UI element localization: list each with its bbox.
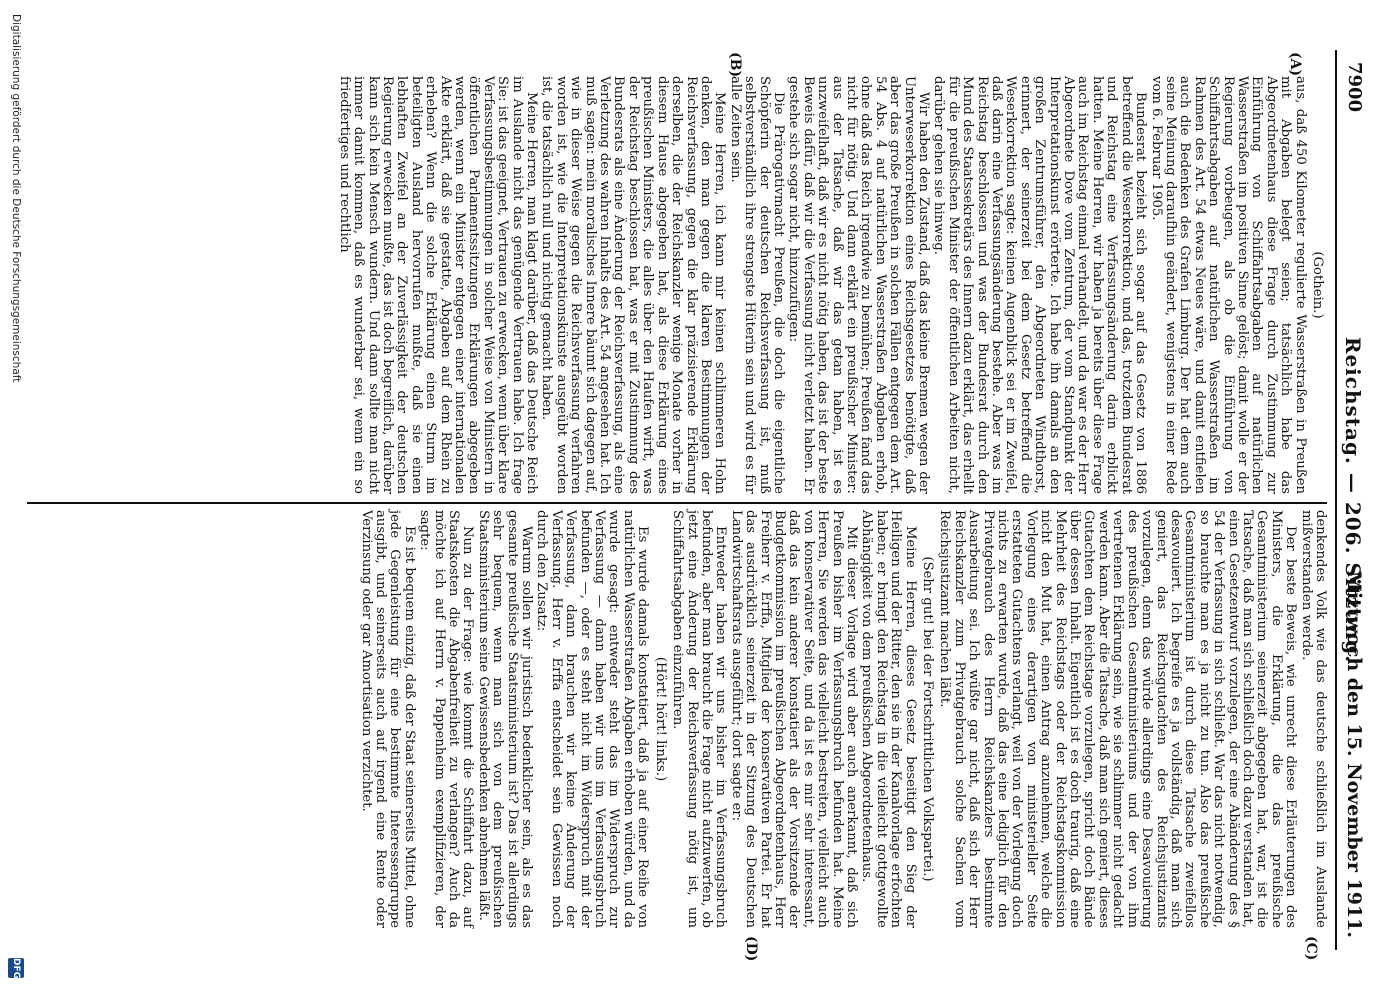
margin-marker-d: (D) (743, 936, 759, 962)
speaker-label: (Gothein.) (1310, 251, 1325, 319)
paragraph: Wir haben den Zustand, daß das kleine Bremen wegen der Unterweserkorrektion eines Reichsgesetzes benötigte, daß aber das große Preußen in solchen Fällen entgegen dem Art. 54 Abs. 4 auf natürlichen Wasserstraßen Abgaben erhob, ohne daß das Reich irgendwie zu bemühen; Preußen fand das nicht für nötig. Und dann erklärt ein preußischer Minister: aus der Tatsache, daß wir das getan haben, ist es unzweifelhaft, daß wir es nicht nötig haben, das ist der beste Beweis dafür, daß wir die Verfassung nicht verletzt haben. Er gestehe sich sogar nicht, hinzuzufügen: (786, 76, 932, 494)
paragraph: Mit dieser Vorlage wird aber auch anerkannt, daß sich Preußen bisher im Verfassungsbruch befunden hat. Meine Herren, Sie werden das vielleicht bestreiten, vielleicht auch von konservativer Seite, und da ist es mir sehr interessant, daß das kein anderer konstatiert als der Vorsitzende der Budgetkommission im preußischen Abgeordnetenhaus, Herr Freiherr v. Erffa, Mitglied der konservativen Partei. Er hat das ausdrücklich seinerzeit in der Sitzung des Deutschen Landwirtschaftsrats ausgeführt; dort sagte er: (728, 510, 859, 928)
quotation: Es ist bequem einzig, daß der Staat seinerseits Mittel, ohne jede Gegenleistung für eine bestimmte Interessengruppe ausgibt, und seinerseits auch auf irgend eine Rente oder Verzinsung oder gar Amortisation verzichtet. (358, 510, 417, 928)
quotation: Warum sollen wir juristisch bedenklicher sein, als es das gesamte preußische Staatsministerium ist? Das ist allerdings sehr bequem, wenn man sich von dem preußischen Staatsministerium seine Gewissensbedenken abnehmen läßt. (475, 510, 535, 928)
paragraph: Der beste Beweis, wie unrecht diese Erläuterungen des Ministers, die Erklärung, die das preußische Gesamtministerium seinerzeit abgegeben hat, war, ist die Tatsache, daß man sich schließlich doch dazu verstanden hat, einen Gesetzentwurf vorzulegen, der eine Abänderung des § 54 der Verfassung in sich schließt. War das nicht notwendig, so brauchte man es ja nicht zu tun. Also das preußische Gesamtministerium ist durch diese Tatsache zweifellos desavouiert. Ich begreife es ja vollständig, daß man sich geniert, das Reichsgutachten des Reichsjustizamts vorzulegen, denn das würde allerdings eine Desavouierung des preußischen Gesamtministeriums und der von ihm vertretenen Erklärung sein, wie sie schlimmer nicht gedacht werden kann. Aber die Tatsache, daß man sich geniert, dieses Gutachten dem Reichstage vorzulegen, spricht doch Bände über dessen Inhalt. Eigentlich ist es doch traurig, daß eine Mehrheit des Reichstags oder der Reichstagskommission nicht den Mut hat, einen Antrag anzunehmen, welche die Vorlegung eines derartigen von ministerieller Seite erstatteten Gutachtens verlangt, weil von der Vorlegung doch nichts zu erwarten wurde, daß das eine lediglich für den Privatgebrauch des Herrn Reichskanzlers bestimmte Ausarbeitung sei. Ich wüßte gar nicht, daß sich der Herr Reichskanzler zum Privatgebrauch solche Sachen vom Reichsjustizamt machen läßt. (937, 510, 1299, 928)
dfg-logo-icon: DFG (8, 958, 24, 978)
column-divider (27, 502, 1327, 504)
margin-marker-b: (B) (727, 52, 743, 78)
interjection: (Sehr gut! bei der Fortschrittlichen Volkspartei.) (920, 556, 936, 882)
quotation: Die Prärogativmacht Preußen, die doch die eigentliche Schöpferin der deutschen Reichsverfassung ist, muß selbstverständlich ihre strengste Hüterin sein und wird es für alle Zeiten sein. (727, 76, 786, 494)
funding-note: Digitalisierung gefördert durch die Deutsche Forschungsgemeinschaft (10, 14, 22, 383)
quotation: Entweder haben wir uns bisher im Verfassungsbruch befunden, aber man braucht die Frage nicht aufzuwerfen, ob jetzt eine Änderung der Reichsverfassung nötig ist, um Schiffahrtsabgaben einzuführen. (670, 510, 729, 928)
paragraph: Meine Herren, dieses Gesetz beseitigt den Sieg der Heiligen und der Ritter, den sie in der Kanalvorlage erfochten haben; er bringt den Reichstag in die vielleicht gottgewollte Abhängigkeit von dem preußischen Abgeordnetenhaus. (859, 510, 918, 928)
interjection: (Hört! hört! links.) (652, 656, 668, 782)
margin-marker-a: (A) (1287, 52, 1303, 77)
left-text-column (147, 76, 1327, 494)
page-title: Reichstag. — 206. Sitzung. (1341, 336, 1365, 664)
paragraph: Meine Herren, man klagt darüber, daß das Deutsche Reich im Auslande nicht das genügende Vertrauen habe. Ich frage Sie: ist das geeignet, Vertrauen zu erwecken, wenn über klare Verfassungsbestimmungen in solcher Weise von Ministern in öffentlichen Parlamentssitzungen Erklärungen abgegeben werden, wenn ein Minister entgegen einer internationalen Akte erklärt, daß sie gestatte, Abgaben auf dem Rhein zu erheben? Wenn die solche Erklärung einen Sturm im beteiligten Ausland hervorrufen mußte, daß sie einen lebhaften Zweifel an der Zuverlässigkeit der deutschen Regierung erwecken mußte, das ist doch begreiflich, darüber kann sich kein Mensch wundern. Und dann sollte man nicht immer damit kommen, daß es wunderbar sei, wenn ein so friedfertiges und rechtlich (336, 76, 540, 494)
paragraph: denkendes Volk wie das deutsche schließlich im Auslande mißverstanden werde. (1298, 510, 1328, 928)
paragraph: Bundesrat bezieht sich sogar auf das Gesetz von 1886 betreffend die Weserkorrektion, und das, trotzdem Bundesrat und Reichstag eine Verfassungsänderung darin erblickt hatten. Meine Herren, wir haben ja bereits über diese Frage auch im Reichstag einmal verhandelt, und da war es der Herr Abgeordnete Dove vom Zentrum, der vom Standpunkt der Interpretationskunst erörterte. Ich habe ihn damals an den großen Zentrumsführer, den Abgeordneten Windthorst, erinnert, der seinerzeit bei dem Gesetz betreffend die Weserkorrektion sagte: keinen Augenblick sei er im Zweifel, daß darin eine Verfassungsänderung bestehe. Aber was im Reichstag beschlossen und was der Bundesrat durch den Mund des Staatssekretärs des Innern dazu erklärt, das erhellt für die preußischen Minister der öffentlichen Arbeiten nicht, darüber gehen sie hinweg. (931, 76, 1149, 494)
paragraph: Es wurde damals konstatiert, daß ja auf einer Reihe von natürlichen Wasserstraßen Abgaben erhoben würden, und da wurde gesagt: entweder steht das im Widerspruch zur Verfassung — dann haben wir uns im Verfassungsbruch befunden —, oder es steht nicht im Widerspruch mit der Verfassung, dann brauchen wir keine Änderung der Verfassung. Herr v. Erffa entscheidet sein Gewissen noch durch den Zusatz: (534, 510, 651, 928)
paragraph: Nun zu der Frage: wie kommt die Schiffahrt dazu, auf Staatskosten die Abgabenfreiheit zu verlangen? Auch da möchte ich auf Herrn v. Pappenheim exemplifizieren, der sagte: (417, 510, 476, 928)
margin-marker-c: (C) (1303, 936, 1319, 961)
page-number: 7900 (1344, 62, 1365, 113)
paragraph: aus, daß 450 Kilometer regulierte Wasserstraßen in Preußen mit Abgaben belegt seien; tatsächlich habe das Abgeordnetenhaus diese Frage durch Zustimmung zur Einführung von Schiffahrtsabgaben auf natürlichen Wasserstraßen im positiven Sinne gelöst; damit wolle er der Regierung vorbeugen, als ob die Einführung von Schiffahrtsabgaben auf natürlichen Wasserstraßen im Rahmen des Art. 54 etwas Neues wäre, und damit entfielen auch die Bedenken des Grafen Limburg. Der hat dem auch seine Meinung daraufhin geändert, wenigstens in einer Rede vom 6. Februar 1905. (1148, 76, 1308, 494)
paragraph: Meine Herren, ich kann mir keinen schlimmeren Hohn denken, den man gegen die klaren Bestimmungen der Reichsverfassung, gegen die klar präzisierende Erklärung derselben, die der Reichskanzler wenige Monate vorher in diesem Hause abgegeben hat, als diese Erklärung eines preußischen Ministers, die alles über den Haufen wirft, was der Reichstag beschlossen hat, was er mit Zustimmung des Bundesrats als eine Änderung der Reichsverfassung, als eine Verletzung des wahren Inhalts des Art. 54 angesehen hat. Ich muß sagen: mein moralisches Innere bäumt sich dagegen auf, wie in dieser Weise gegen die Reichsverfassung verfahren worden ist, wie die Interpretationskünste ausgeübt worden ist, die tatsächlich null und nichtig gemacht haben. (539, 76, 728, 494)
right-text-column (358, 510, 1328, 928)
digitization-footer (3, 0, 27, 1000)
session-date: Mittwoch den 15. November 1911. (1343, 570, 1365, 938)
page-header (1335, 50, 1367, 950)
